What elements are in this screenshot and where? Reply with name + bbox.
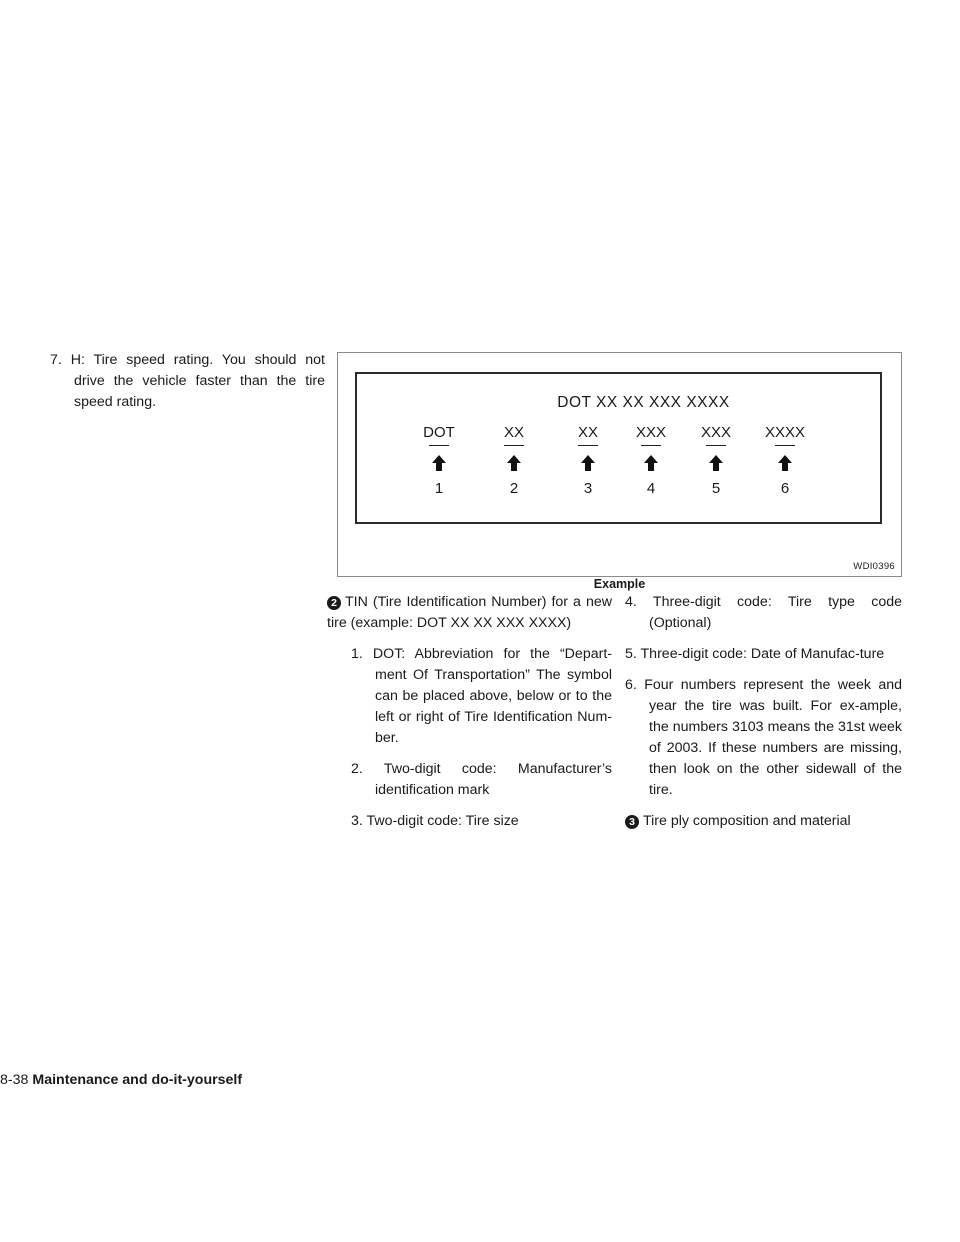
segment-label: XXXX xyxy=(764,424,806,441)
figure-code: WDI0396 xyxy=(853,561,895,572)
segment-underline xyxy=(641,445,661,446)
item-number: 7. xyxy=(50,352,62,368)
list-item: 5. Three-digit code: Date of Manufac-ture xyxy=(625,646,885,662)
page-number: 8-38 xyxy=(0,1072,29,1088)
circled-2-icon: 2 xyxy=(327,596,341,610)
segment-5 xyxy=(681,424,751,497)
tin-intro xyxy=(327,592,612,634)
list-item: 4. Three-digit code: Tire type code (Optional) xyxy=(625,594,902,631)
segment-number: 4 xyxy=(646,480,656,497)
list-item-speed-rating xyxy=(50,350,325,413)
up-arrow-icon xyxy=(507,455,521,471)
up-arrow-icon xyxy=(581,455,595,471)
segment-4 xyxy=(616,424,686,497)
right-column xyxy=(625,592,902,832)
list-item: 2. Two-digit code: Manufacturer’s identification mark xyxy=(351,761,612,798)
left-column xyxy=(50,350,325,413)
segment-label: XX xyxy=(503,424,524,441)
segment-label: DOT xyxy=(423,424,455,441)
tin-diagram xyxy=(337,352,902,577)
segment-3 xyxy=(553,424,623,497)
page-footer xyxy=(0,1072,242,1088)
segment-underline xyxy=(504,445,524,446)
tin-diagram-frame xyxy=(355,372,882,524)
up-arrow-icon xyxy=(644,455,658,471)
segment-underline xyxy=(706,445,726,446)
segment-number: 2 xyxy=(509,480,519,497)
segment-label: XX xyxy=(577,424,598,441)
section-title: Maintenance and do-it-yourself xyxy=(32,1072,243,1088)
segment-2 xyxy=(479,424,549,497)
list-item: 6. Four numbers represent the week and year the tire was built. For ex-ample, the numbers 3103 means the 31st week of 2003. If these numbers are missing, then look on the other sidewall of the tire. xyxy=(625,677,902,798)
segment-1 xyxy=(404,424,474,497)
segment-label: XXX xyxy=(700,424,731,441)
ply-text: Tire ply composition and material xyxy=(643,813,851,829)
segment-number: 3 xyxy=(583,480,593,497)
segment-number: 1 xyxy=(434,480,444,497)
figure-caption: Example xyxy=(593,577,646,591)
list-item: 3. Two-digit code: Tire size xyxy=(351,813,519,829)
segment-underline xyxy=(429,445,449,446)
dot-code-heading: DOT XX XX XXX XXXX xyxy=(557,394,730,411)
item-text: H: Tire speed rating. You should not drive the vehicle faster than the tire speed rating. xyxy=(70,352,325,410)
up-arrow-icon xyxy=(432,455,446,471)
up-arrow-icon xyxy=(778,455,792,471)
middle-column xyxy=(327,592,612,832)
segment-number: 5 xyxy=(711,480,721,497)
tin-intro-text: TIN (Tire Identification Number) for a new tire (example: DOT XX XX XXX XXXX) xyxy=(327,594,612,631)
segment-6 xyxy=(750,424,820,497)
up-arrow-icon xyxy=(709,455,723,471)
segment-label: XXX xyxy=(635,424,666,441)
circled-3-icon: 3 xyxy=(625,815,639,829)
segment-underline xyxy=(578,445,598,446)
ply-heading xyxy=(625,811,902,832)
segment-number: 6 xyxy=(780,480,790,497)
segment-underline xyxy=(775,445,795,446)
list-item: 1. DOT: Abbreviation for the “Depart-ment Of Transportation” The symbol can be placed above, below or to the left or right of Tire Identification Num-ber. xyxy=(351,646,612,746)
